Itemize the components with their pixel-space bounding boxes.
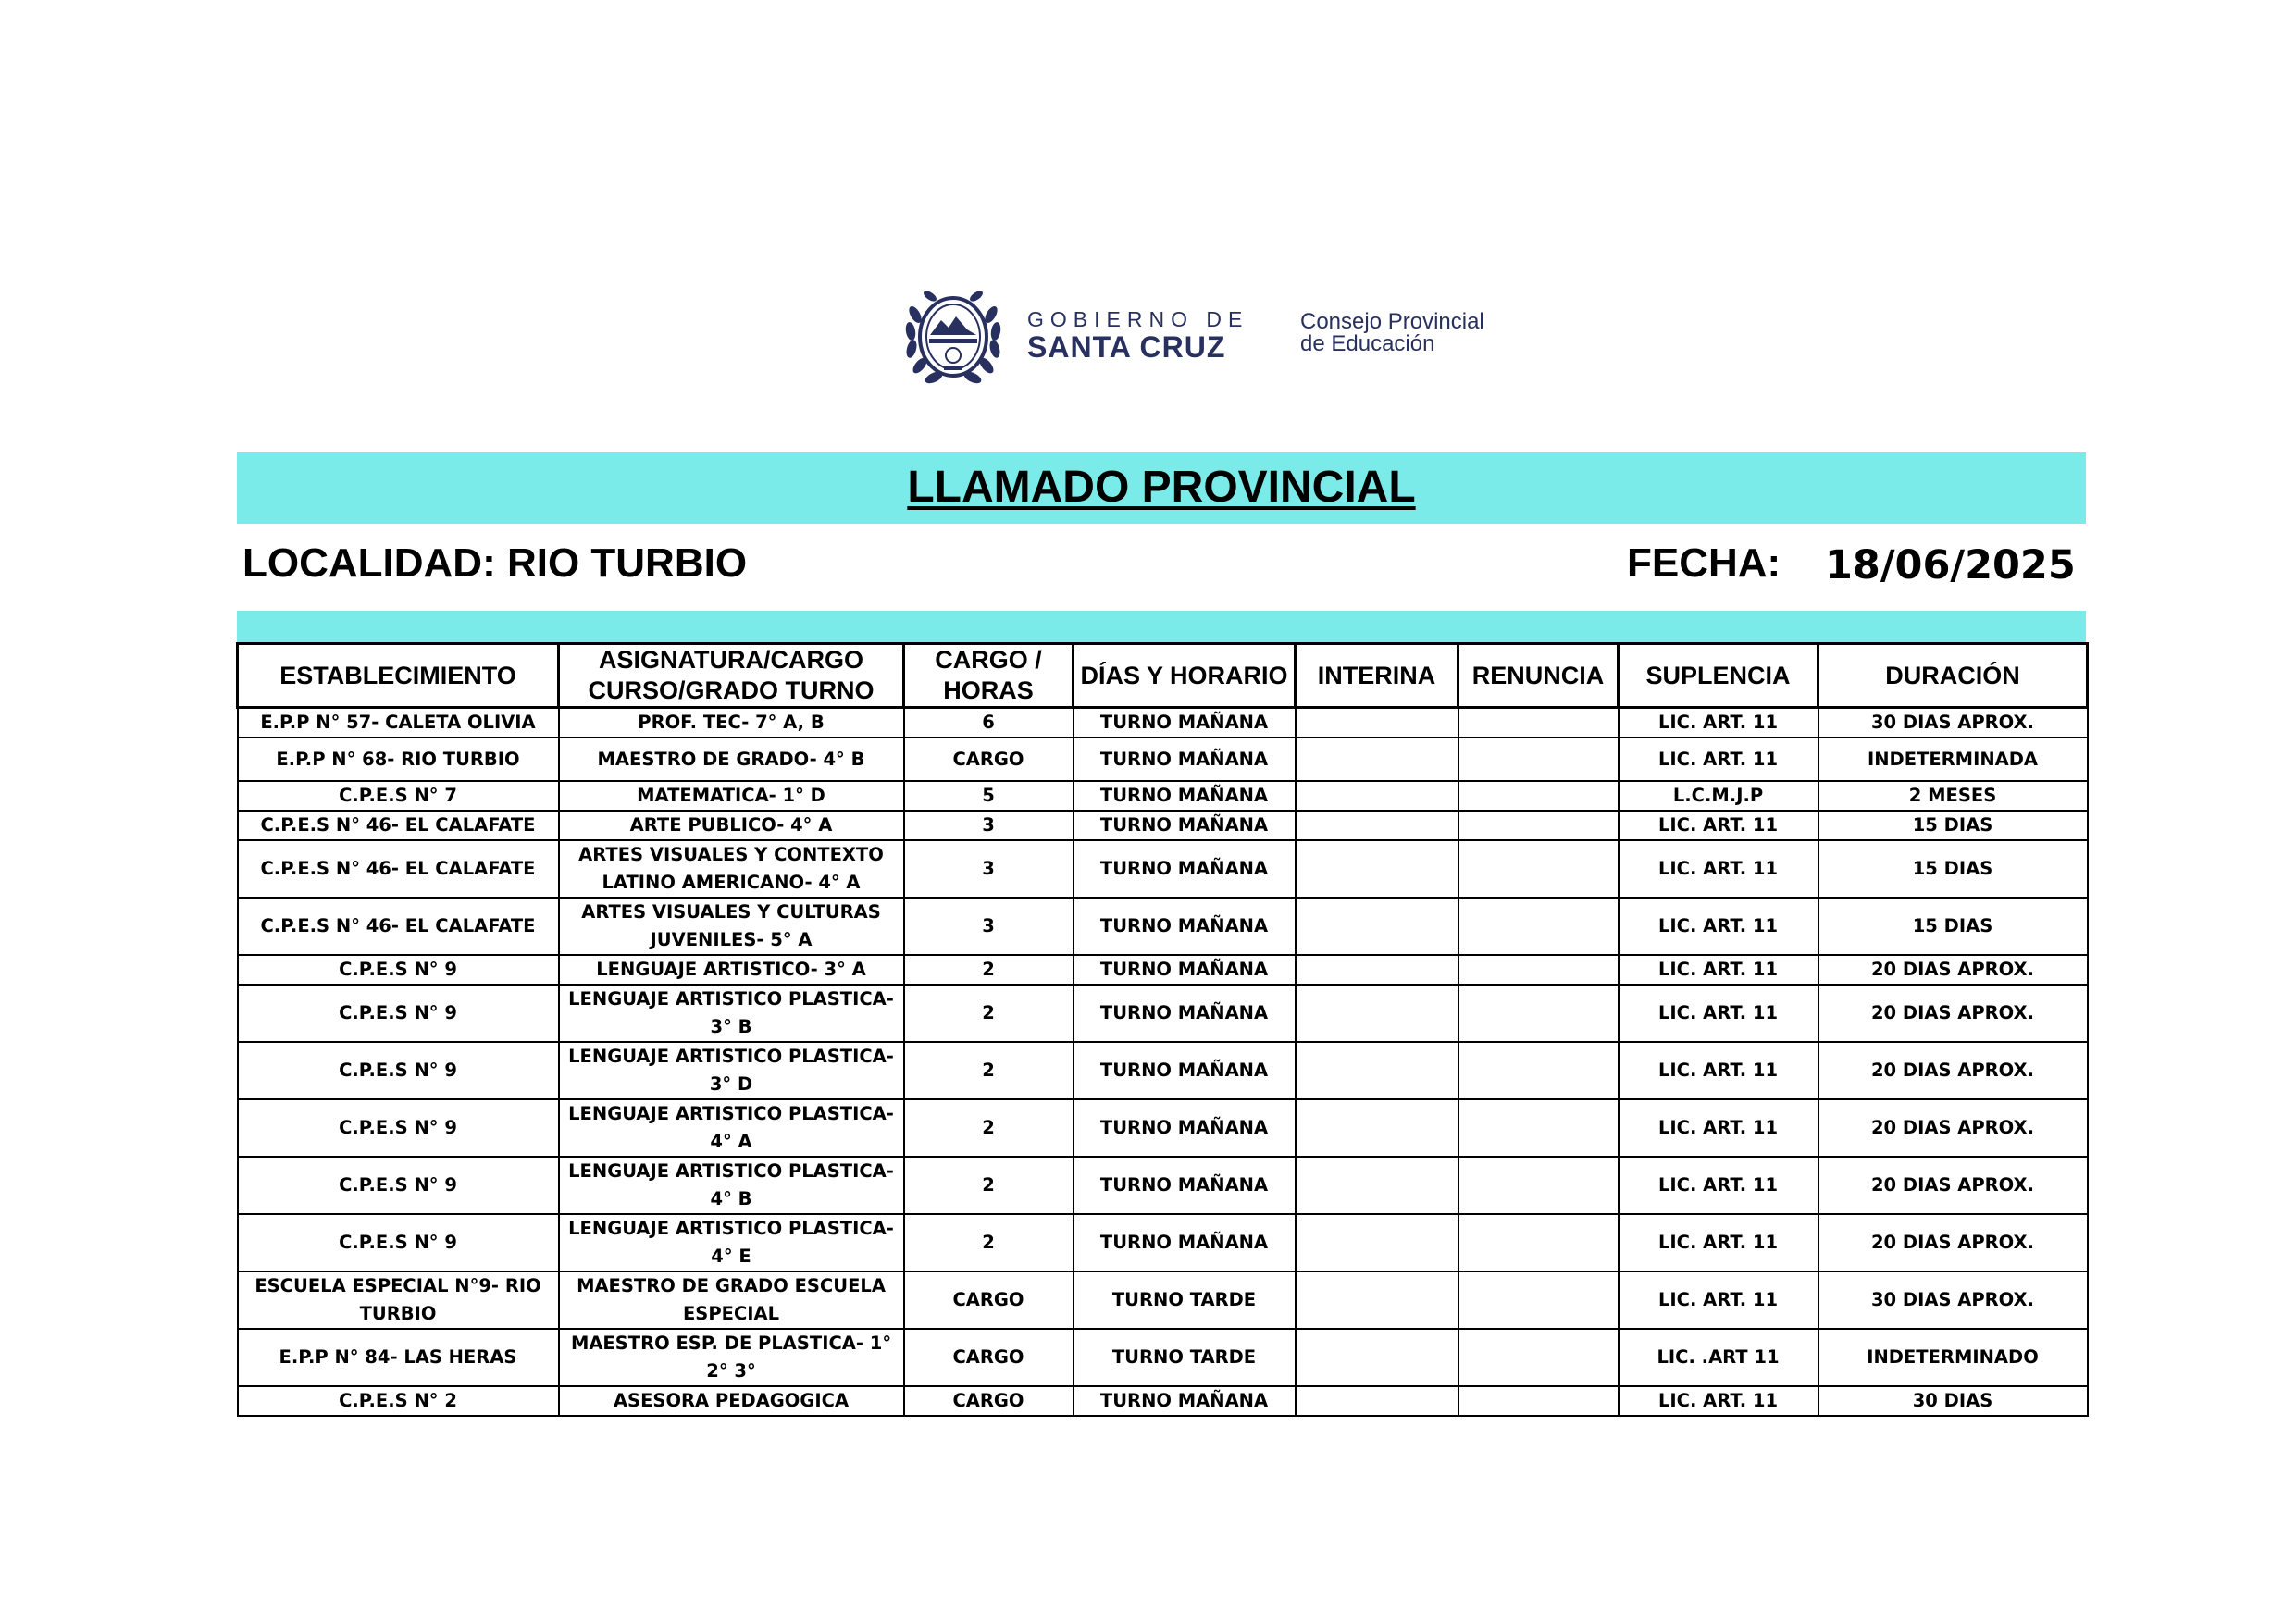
- header-cargo-horas: CARGO / HORAS: [904, 644, 1074, 708]
- cell-cargo-horas: 2: [904, 1157, 1074, 1214]
- cell-renuncia: [1458, 1271, 1619, 1329]
- cell-cargo-horas: 3: [904, 840, 1074, 898]
- cell-duracion: 20 DIAS APROX.: [1818, 985, 2088, 1042]
- cell-renuncia: [1458, 1042, 1619, 1099]
- table-row: [238, 1386, 2088, 1416]
- cell-cargo-horas: 2: [904, 1099, 1074, 1157]
- separator-band: [237, 611, 2086, 642]
- cell-establecimiento: C.P.E.S N° 46- EL CALAFATE: [238, 898, 559, 955]
- cell-establecimiento: E.P.P N° 84- LAS HERAS: [238, 1329, 559, 1386]
- cell-renuncia: [1458, 738, 1619, 781]
- cell-establecimiento: C.P.E.S N° 7: [238, 781, 559, 811]
- cell-asignatura: LENGUAJE ARTISTICO PLASTICA- 3° B: [559, 985, 904, 1042]
- table-row: [238, 1214, 2088, 1271]
- cell-asignatura: LENGUAJE ARTISTICO- 3° A: [559, 955, 904, 985]
- cell-duracion: 2 MESES: [1818, 781, 2088, 811]
- table-row: [238, 898, 2088, 955]
- cell-asignatura: MAESTRO DE GRADO- 4° B: [559, 738, 904, 781]
- cell-suplencia: LIC. ART. 11: [1619, 985, 1818, 1042]
- cell-dias-horario: TURNO MAÑANA: [1074, 781, 1296, 811]
- cell-suplencia: LIC. .ART 11: [1619, 1329, 1818, 1386]
- cell-interina: [1296, 955, 1458, 985]
- header-interina: INTERINA: [1296, 644, 1458, 708]
- cell-establecimiento: C.P.E.S N° 2: [238, 1386, 559, 1416]
- cell-duracion: 20 DIAS APROX.: [1818, 1214, 2088, 1271]
- cell-interina: [1296, 1099, 1458, 1157]
- cell-renuncia: [1458, 1329, 1619, 1386]
- cell-dias-horario: TURNO MAÑANA: [1074, 898, 1296, 955]
- localidad-label: LOCALIDAD: RIO TURBIO: [242, 540, 748, 586]
- cell-dias-horario: TURNO MAÑANA: [1074, 985, 1296, 1042]
- cell-duracion: 30 DIAS APROX.: [1818, 1271, 2088, 1329]
- cell-establecimiento: C.P.E.S N° 9: [238, 985, 559, 1042]
- cell-interina: [1296, 708, 1458, 738]
- cell-asignatura: LENGUAJE ARTISTICO PLASTICA- 4° A: [559, 1099, 904, 1157]
- cell-dias-horario: TURNO TARDE: [1074, 1271, 1296, 1329]
- table-row: [238, 955, 2088, 985]
- cell-dias-horario: TURNO MAÑANA: [1074, 738, 1296, 781]
- cell-duracion: 15 DIAS: [1818, 898, 2088, 955]
- cell-asignatura: MATEMATICA- 1° D: [559, 781, 904, 811]
- header-suplencia: SUPLENCIA: [1619, 644, 1818, 708]
- cell-dias-horario: TURNO MAÑANA: [1074, 955, 1296, 985]
- cell-asignatura: MAESTRO DE GRADO ESCUELA ESPECIAL: [559, 1271, 904, 1329]
- cell-renuncia: [1458, 840, 1619, 898]
- cell-interina: [1296, 781, 1458, 811]
- cell-asignatura: ASESORA PEDAGOGICA: [559, 1386, 904, 1416]
- cell-establecimiento: ESCUELA ESPECIAL N°9- RIO TURBIO: [238, 1271, 559, 1329]
- cell-suplencia: LIC. ART. 11: [1619, 708, 1818, 738]
- cell-dias-horario: TURNO MAÑANA: [1074, 1386, 1296, 1416]
- header-establecimiento: ESTABLECIMIENTO: [238, 644, 559, 708]
- cell-renuncia: [1458, 811, 1619, 840]
- cell-duracion: 20 DIAS APROX.: [1818, 1099, 2088, 1157]
- cell-asignatura: LENGUAJE ARTISTICO PLASTICA- 4° E: [559, 1214, 904, 1271]
- cell-cargo-horas: CARGO: [904, 738, 1074, 781]
- cell-interina: [1296, 738, 1458, 781]
- cell-asignatura: LENGUAJE ARTISTICO PLASTICA- 3° D: [559, 1042, 904, 1099]
- cell-suplencia: LIC. ART. 11: [1619, 840, 1818, 898]
- cell-dias-horario: TURNO MAÑANA: [1074, 811, 1296, 840]
- cell-cargo-horas: 2: [904, 1042, 1074, 1099]
- cell-renuncia: [1458, 898, 1619, 955]
- cell-dias-horario: TURNO MAÑANA: [1074, 1042, 1296, 1099]
- cell-suplencia: LIC. ART. 11: [1619, 955, 1818, 985]
- cell-suplencia: LIC. ART. 11: [1619, 738, 1818, 781]
- table-row: [238, 985, 2088, 1042]
- cell-asignatura: ARTE PUBLICO- 4° A: [559, 811, 904, 840]
- llamado-table: [236, 642, 2089, 1417]
- cell-asignatura: MAESTRO ESP. DE PLASTICA- 1° 2° 3°: [559, 1329, 904, 1386]
- cell-dias-horario: TURNO MAÑANA: [1074, 1157, 1296, 1214]
- cell-suplencia: LIC. ART. 11: [1619, 811, 1818, 840]
- provincial-seal-icon: [902, 278, 1004, 393]
- cell-cargo-horas: 3: [904, 898, 1074, 955]
- cell-duracion: 20 DIAS APROX.: [1818, 1042, 2088, 1099]
- cell-interina: [1296, 1157, 1458, 1214]
- table-row: [238, 1157, 2088, 1214]
- cell-interina: [1296, 1214, 1458, 1271]
- cell-cargo-horas: 5: [904, 781, 1074, 811]
- cell-cargo-horas: CARGO: [904, 1329, 1074, 1386]
- cell-suplencia: LIC. ART. 11: [1619, 1099, 1818, 1157]
- table-row: [238, 708, 2088, 738]
- cell-duracion: 15 DIAS: [1818, 840, 2088, 898]
- cell-cargo-horas: 2: [904, 985, 1074, 1042]
- cell-interina: [1296, 1329, 1458, 1386]
- cell-renuncia: [1458, 781, 1619, 811]
- cell-cargo-horas: 2: [904, 1214, 1074, 1271]
- cell-establecimiento: C.P.E.S N° 9: [238, 955, 559, 985]
- cell-duracion: 30 DIAS APROX.: [1818, 708, 2088, 738]
- cell-interina: [1296, 1042, 1458, 1099]
- cell-interina: [1296, 811, 1458, 840]
- cell-dias-horario: TURNO MAÑANA: [1074, 1214, 1296, 1271]
- header-asignatura: ASIGNATURA/CARGO CURSO/GRADO TURNO: [559, 644, 904, 708]
- cell-renuncia: [1458, 985, 1619, 1042]
- cell-cargo-horas: 2: [904, 955, 1074, 985]
- fecha-label: FECHA:: [1627, 540, 1781, 586]
- cell-interina: [1296, 1386, 1458, 1416]
- cell-cargo-horas: CARGO: [904, 1386, 1074, 1416]
- table-row: [238, 1329, 2088, 1386]
- table-row: [238, 840, 2088, 898]
- cell-interina: [1296, 898, 1458, 955]
- cell-asignatura: LENGUAJE ARTISTICO PLASTICA- 4° B: [559, 1157, 904, 1214]
- cell-duracion: 30 DIAS: [1818, 1386, 2088, 1416]
- cell-establecimiento: C.P.E.S N° 9: [238, 1214, 559, 1271]
- table-row: [238, 738, 2088, 781]
- header-dias-horario: DÍAS Y HORARIO: [1074, 644, 1296, 708]
- header-renuncia: RENUNCIA: [1458, 644, 1619, 708]
- cell-asignatura: ARTES VISUALES Y CULTURAS JUVENILES- 5° A: [559, 898, 904, 955]
- cell-asignatura: PROF. TEC- 7° A, B: [559, 708, 904, 738]
- table-row: [238, 811, 2088, 840]
- table-row: [238, 1271, 2088, 1329]
- cell-cargo-horas: CARGO: [904, 1271, 1074, 1329]
- cell-cargo-horas: 6: [904, 708, 1074, 738]
- table-row: [238, 781, 2088, 811]
- cell-dias-horario: TURNO MAÑANA: [1074, 708, 1296, 738]
- cell-duracion: 20 DIAS APROX.: [1818, 955, 2088, 985]
- cell-interina: [1296, 1271, 1458, 1329]
- cell-dias-horario: TURNO MAÑANA: [1074, 1099, 1296, 1157]
- gobierno-line2: SANTA CRUZ: [1027, 330, 1226, 364]
- cell-establecimiento: E.P.P N° 68- RIO TURBIO: [238, 738, 559, 781]
- page-title: LLAMADO PROVINCIAL: [907, 463, 1416, 512]
- cell-suplencia: LIC. ART. 11: [1619, 1271, 1818, 1329]
- cell-establecimiento: C.P.E.S N° 46- EL CALAFATE: [238, 811, 559, 840]
- table-row: [238, 1099, 2088, 1157]
- cell-suplencia: LIC. ART. 11: [1619, 1386, 1818, 1416]
- cell-cargo-horas: 3: [904, 811, 1074, 840]
- cell-establecimiento: E.P.P N° 57- CALETA OLIVIA: [238, 708, 559, 738]
- cell-duracion: 15 DIAS: [1818, 811, 2088, 840]
- cell-establecimiento: C.P.E.S N° 46- EL CALAFATE: [238, 840, 559, 898]
- cell-renuncia: [1458, 1157, 1619, 1214]
- table-row: [238, 1042, 2088, 1099]
- cell-establecimiento: C.P.E.S N° 9: [238, 1099, 559, 1157]
- cell-dias-horario: TURNO MAÑANA: [1074, 840, 1296, 898]
- cell-duracion: 20 DIAS APROX.: [1818, 1157, 2088, 1214]
- fecha-value: 18/06/2025: [1825, 542, 2076, 589]
- consejo-line1: Consejo Provincial: [1300, 309, 1484, 334]
- cell-renuncia: [1458, 1099, 1619, 1157]
- cell-interina: [1296, 840, 1458, 898]
- cell-renuncia: [1458, 1214, 1619, 1271]
- cell-establecimiento: C.P.E.S N° 9: [238, 1157, 559, 1214]
- cell-renuncia: [1458, 955, 1619, 985]
- cell-suplencia: LIC. ART. 11: [1619, 1157, 1818, 1214]
- title-band: [237, 452, 2086, 524]
- cell-suplencia: LIC. ART. 11: [1619, 1042, 1818, 1099]
- cell-suplencia: L.C.M.J.P: [1619, 781, 1818, 811]
- cell-duracion: INDETERMINADA: [1818, 738, 2088, 781]
- cell-asignatura: ARTES VISUALES Y CONTEXTO LATINO AMERICANO- 4° A: [559, 840, 904, 898]
- header-duracion: DURACIÓN: [1818, 644, 2088, 708]
- table-header-row: [238, 644, 2088, 708]
- cell-establecimiento: C.P.E.S N° 9: [238, 1042, 559, 1099]
- cell-interina: [1296, 985, 1458, 1042]
- cell-renuncia: [1458, 1386, 1619, 1416]
- gobierno-wordmark: [1027, 307, 1248, 363]
- gobierno-line1: GOBIERNO DE: [1027, 307, 1249, 331]
- cell-dias-horario: TURNO TARDE: [1074, 1329, 1296, 1386]
- header-logo: [902, 278, 1532, 393]
- cell-duracion: INDETERMINADO: [1818, 1329, 2088, 1386]
- cell-suplencia: LIC. ART. 11: [1619, 898, 1818, 955]
- consejo-wordmark: [1300, 311, 1484, 355]
- consejo-line2: de Educación: [1300, 331, 1435, 356]
- cell-renuncia: [1458, 708, 1619, 738]
- cell-suplencia: LIC. ART. 11: [1619, 1214, 1818, 1271]
